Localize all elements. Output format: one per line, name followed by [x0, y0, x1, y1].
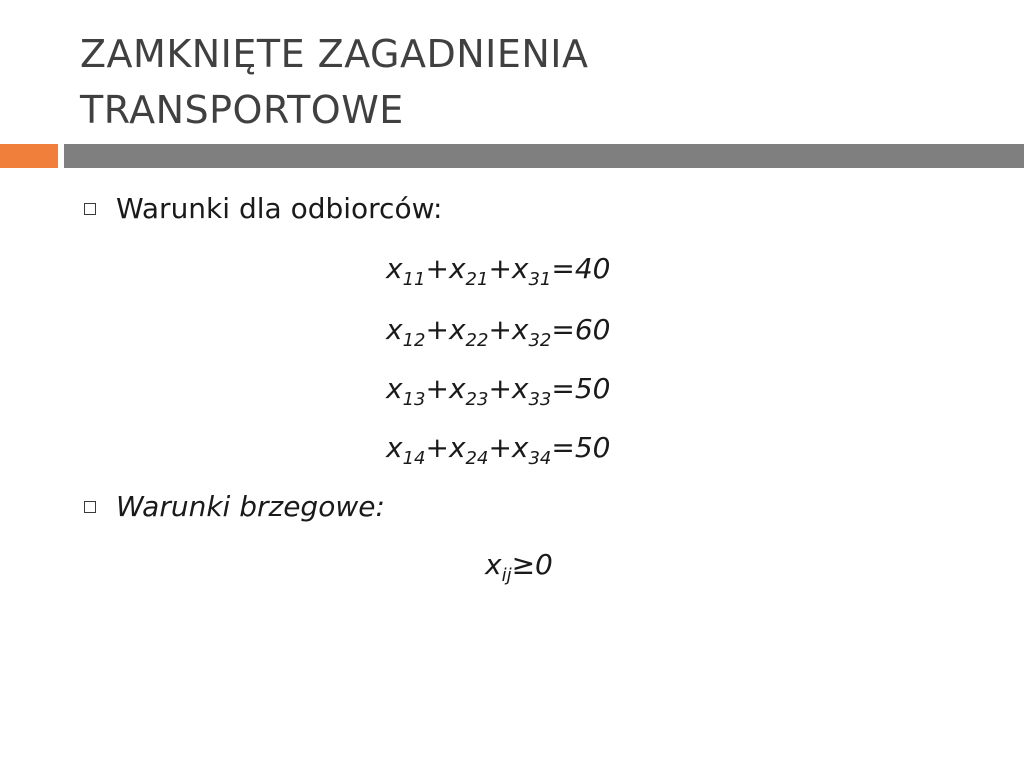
title-divider-bar: [64, 144, 1024, 168]
square-bullet-icon: [84, 203, 96, 215]
bullet-item-boundary: [84, 490, 385, 523]
bullet-text: Warunki brzegowe:: [116, 490, 385, 523]
bullet-text: Warunki dla odbiorców:: [116, 192, 443, 225]
equation-3: $x_{13}+x_{23}+x_{33}=50$: [386, 372, 611, 410]
bullet-item-recipients: [84, 192, 442, 225]
page-title: [80, 26, 980, 138]
equation-1: $x_{11}+x_{21}+x_{31}=40$: [386, 252, 611, 290]
equation-4: $x_{14}+x_{24}+x_{34}=50$: [386, 431, 611, 469]
square-bullet-icon: [84, 501, 96, 513]
title-accent-bar: [0, 144, 58, 168]
title-line-2: TRANSPORTOWE: [80, 88, 404, 132]
equation-2: $x_{12}+x_{22}+x_{32}=60$: [386, 313, 611, 351]
boundary-condition: $x_{ij}\ge 0$: [485, 548, 553, 586]
title-line-1: ZAMKNIĘTE ZAGADNIENIA: [80, 32, 589, 76]
